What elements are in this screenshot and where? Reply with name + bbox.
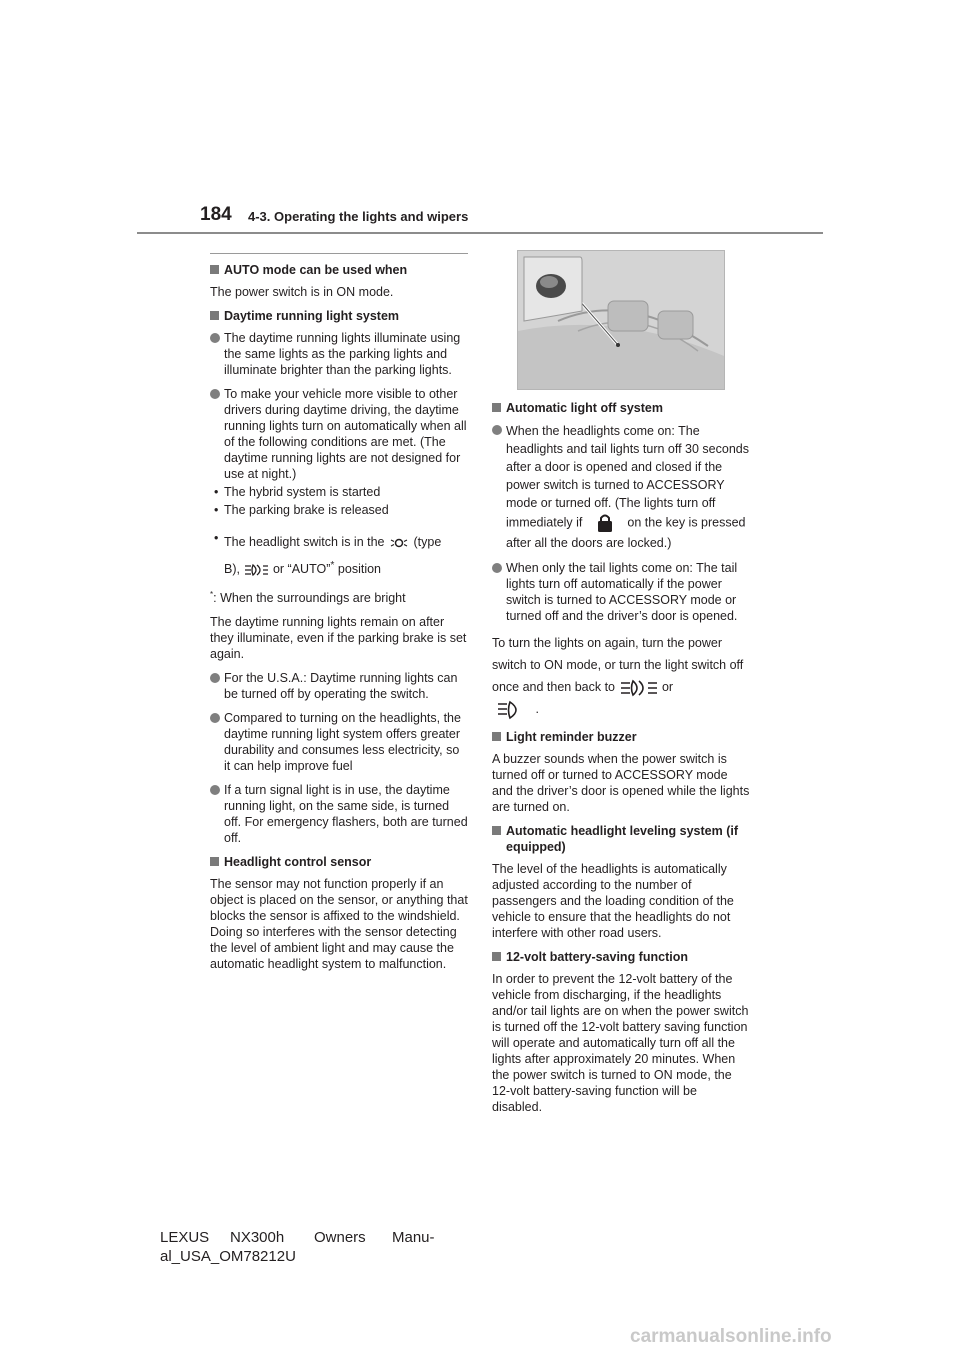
low-beam-icon	[492, 699, 532, 721]
tail-light-icon	[388, 536, 410, 550]
bullet-item: To make your vehicle more visible to other drivers during daytime driving, the daytime running lights turn on automatically when all of the following conditions are met. (The daytime running lights are not designed for use at night.)	[210, 386, 468, 482]
square-bullet-icon	[210, 311, 219, 320]
circle-bullet-icon	[210, 713, 220, 723]
square-bullet-icon	[492, 826, 501, 835]
lock-icon	[586, 512, 624, 534]
paragraph: The level of the headlights is automatically adjusted according to the number of passengers and the loading condition of the vehicle to ensure that the headlights do not interfere with other road users.	[492, 861, 734, 940]
sensor-location-figure	[517, 250, 725, 390]
paragraph: Doing so interferes with the sensor detecting the level of ambient light and may cause the automatic headlight system to malfunction.	[210, 925, 457, 972]
page-header	[0, 0, 960, 240]
circle-bullet-icon	[210, 673, 220, 683]
paragraph: In order to prevent the 12-volt battery of the vehicle from discharging, if the headlights and/or tail lights are on when the power switch is turned off the 12-volt battery saving function will operate and automatically turn off all the lights after approximately 20 minutes. When the power switch is turned to ON mode, the 12-volt battery-saving function will be disabled.	[492, 971, 749, 1114]
list-item: • The headlight switch is in the (type B), or “AUTO”* position	[214, 531, 442, 577]
headlight-icon	[619, 678, 659, 698]
bullet-item: When only the tail lights come on: The tail lights turn off automatically if the power switch is turned to ACCESSORY mode or turned off and the driver’s door is opened.	[492, 560, 750, 624]
square-bullet-icon	[492, 952, 501, 961]
footer-text: Owners	[314, 1229, 366, 1246]
right-column	[492, 392, 750, 1123]
subheading-sensor: Headlight control sensor	[210, 854, 468, 870]
circle-bullet-icon	[210, 785, 220, 795]
subheading-auto-light-off: Automatic light off system	[492, 400, 750, 416]
circle-bullet-icon	[210, 333, 220, 343]
bullet-item: Compared to turning on the headlights, the daytime running light system offers greater durability and consumes less electricity, so it can help improve fuel	[210, 710, 468, 774]
watermark: carmanualsonline.info	[630, 1326, 832, 1347]
footer-text: NX300h	[230, 1229, 285, 1246]
square-bullet-icon	[210, 857, 219, 866]
paragraph: The power switch is in ON mode.	[210, 285, 394, 299]
windshield-sensor-illustration	[518, 251, 724, 389]
page-number: 184	[200, 204, 232, 225]
subheading-battery: 12-volt battery-saving function	[492, 949, 750, 965]
square-bullet-icon	[492, 732, 501, 741]
subheading-buzzer: Light reminder buzzer	[492, 729, 750, 745]
list-item: • The parking brake is released	[214, 503, 389, 517]
condition-list	[214, 484, 468, 581]
bullet-item: For the U.S.A.: Daytime running lights can be turned off by operating the switch.	[210, 670, 468, 702]
footer-text: Manu-	[392, 1229, 435, 1246]
list-item: • The hybrid system is started	[214, 485, 381, 499]
subheading-auto-mode: AUTO mode can be used when	[210, 262, 468, 278]
footnote: *: When the surroundings are bright	[210, 590, 406, 606]
bullet-item: When the headlights come on: The headlights and tail lights turn off 30 seconds after a door is opened and closed if the power switch is turned to ACCESSORY mode or turned off. (The lights turn off immediately if on the key is pressed after all the doors are locked.)	[492, 422, 750, 552]
square-bullet-icon	[492, 403, 501, 412]
paragraph: The sensor may not function properly if an object is placed on the sensor, or anything that blocks the sensor is affixed to the windshield.	[210, 877, 468, 924]
header-divider	[137, 232, 823, 234]
subheading-leveling: Automatic headlight leveling system (if equipped)	[492, 823, 750, 855]
circle-bullet-icon	[210, 389, 220, 399]
paragraph: The daytime running lights remain on after they illuminate, even if the parking brake is set again.	[210, 615, 467, 662]
circle-bullet-icon	[492, 563, 502, 573]
paragraph: To turn the lights on again, turn the power switch to ON mode, or turn the light switch off once and then back to or .	[492, 632, 750, 721]
page-footer	[160, 1228, 435, 1266]
footer-text: al_USA_OM78212U	[160, 1248, 296, 1265]
paragraph: A buzzer sounds when the power switch is turned off or turned to ACCESSORY mode and the driver’s door is opened while the lights are turned on.	[492, 751, 750, 814]
bullet-item: If a turn signal light is in use, the daytime running light, on the same side, is turned off. For emergency flashers, both are turned off.	[210, 782, 468, 846]
subheading-drl: Daytime running light system	[210, 308, 468, 324]
circle-bullet-icon	[492, 425, 502, 435]
square-bullet-icon	[210, 265, 219, 274]
headlight-icon	[243, 563, 269, 577]
column-divider	[210, 253, 468, 254]
footer-text: LEXUS	[160, 1229, 210, 1246]
section-title: 4-3. Operating the lights and wipers	[248, 209, 469, 224]
bullet-item: The daytime running lights illuminate using the same lights as the parking lights and illuminate brighter than the parking lights.	[210, 330, 468, 378]
left-column	[210, 253, 468, 980]
